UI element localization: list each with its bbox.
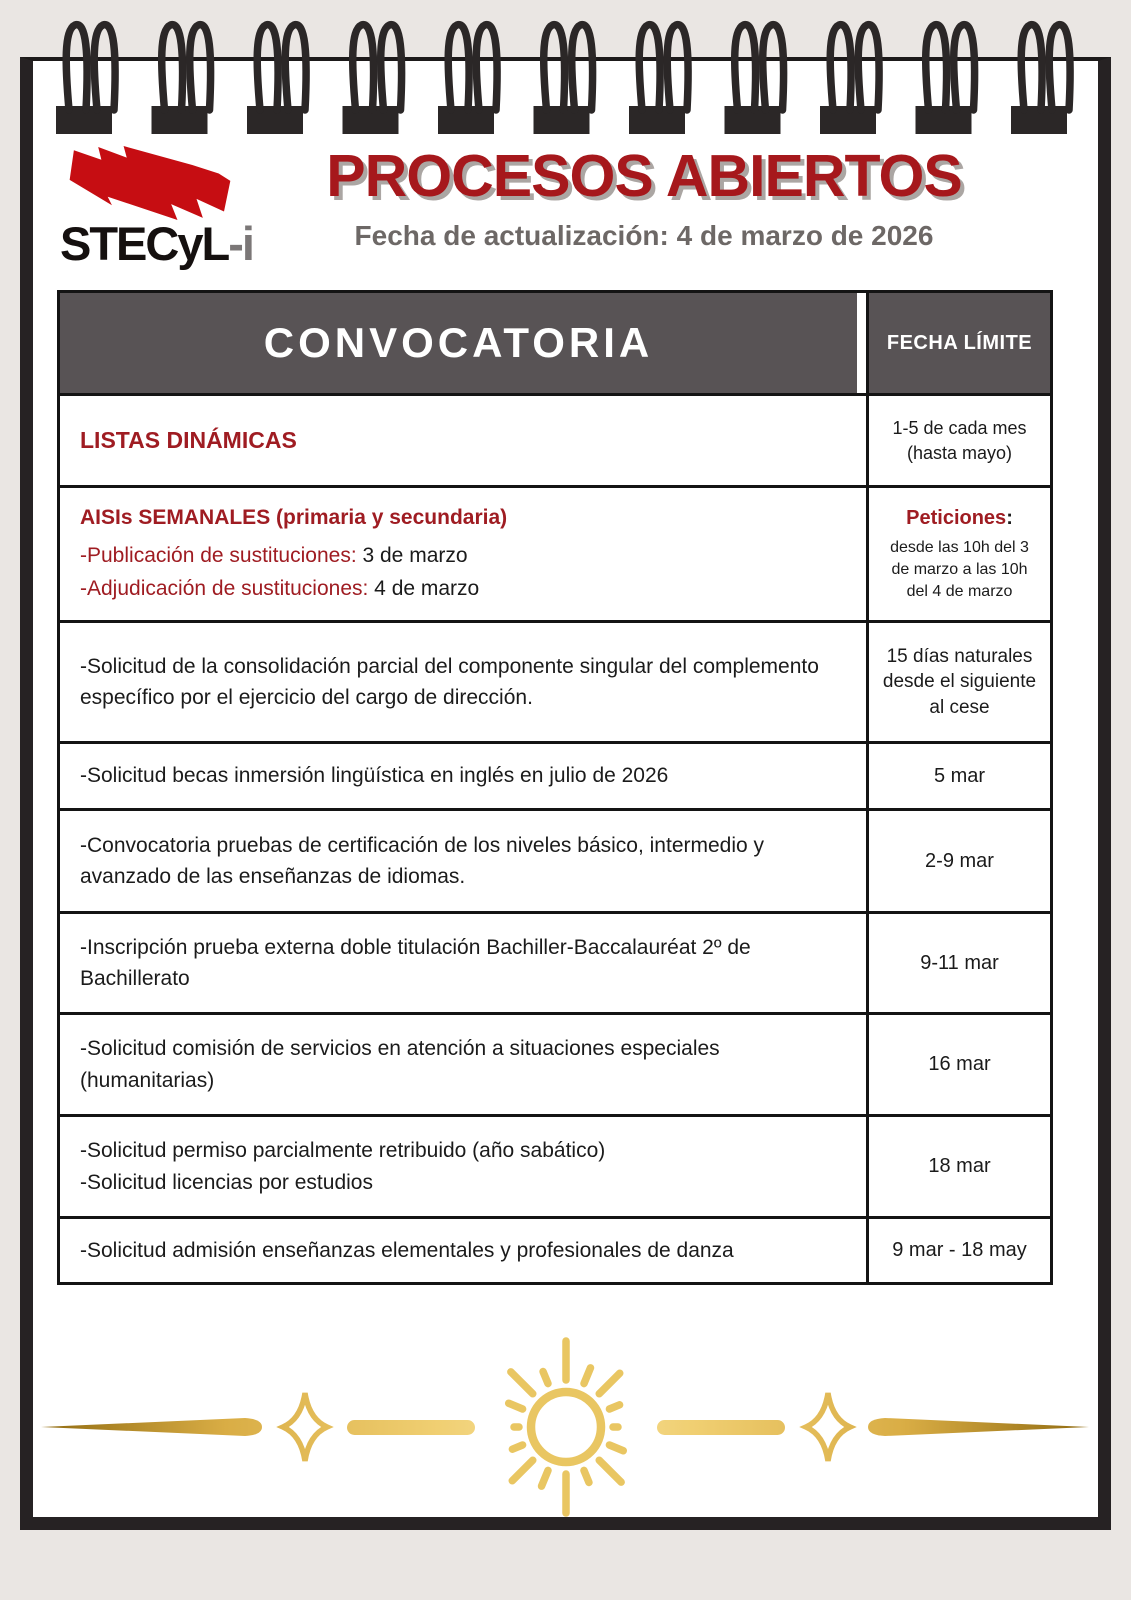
row-title: AISIs SEMANALES (primaria y secundaria) xyxy=(80,505,508,529)
header-block xyxy=(238,143,1050,252)
spiral-coil-icon xyxy=(916,25,975,134)
spiral-coil-icon xyxy=(820,25,879,134)
deadline-cell: 9-11 mar xyxy=(866,914,1050,1012)
header-fecha-limite: FECHA LÍMITE xyxy=(866,293,1050,393)
table-row: -Convocatoria pruebas de certificación de los niveles básico, intermedio y avanzado de las enseñanzas de idiomas. 2-9 mar xyxy=(60,808,1050,911)
update-date-label: Fecha de actualización: 4 de marzo de 2026 xyxy=(354,219,934,251)
deadline-cell: 2-9 mar xyxy=(866,811,1050,911)
deadline-cell: 15 días naturales desde el siguiente al cese xyxy=(866,623,1050,741)
left-line-ornament xyxy=(41,1418,262,1436)
spiral-coil-icon xyxy=(343,25,402,134)
header-convocatoria: CONVOCATORIA xyxy=(60,293,857,393)
deadline-cell: 5 mar xyxy=(866,744,1050,808)
spiral-coil-icon xyxy=(152,25,211,134)
spiral-coil-icon xyxy=(438,25,497,134)
page-title: PROCESOS ABIERTOS xyxy=(326,143,962,209)
row-title: LISTAS DINÁMICAS xyxy=(80,427,297,454)
deadline-cell: 9 mar - 18 may xyxy=(866,1219,1050,1282)
right-bar-ornament xyxy=(657,1420,785,1435)
right-line-ornament xyxy=(868,1418,1089,1436)
sun-icon xyxy=(509,1341,624,1513)
table-row: -Solicitud permiso parcialmente retribuido (año sabático) -Solicitud licencias por estudios 18 mar xyxy=(60,1114,1050,1216)
spiral-coil-icon xyxy=(629,25,688,134)
deadline-cell: 16 mar xyxy=(866,1015,1050,1114)
diamond-ornament-icon xyxy=(283,1393,327,1461)
spiral-coil-icon xyxy=(56,25,115,134)
table-row: -Solicitud de la consolidación parcial del componente singular del complemento específico por el ejercicio del cargo de dirección. 15 días naturales desde el siguiente al cese xyxy=(60,620,1050,741)
table-row: -Inscripción prueba externa doble titulación Bachiller-Baccalauréat 2º de Bachillerato 9-11 mar xyxy=(60,911,1050,1012)
logo-wordmark xyxy=(60,218,253,270)
spiral-coil-icon xyxy=(534,25,593,134)
table-row: -Solicitud admisión enseñanzas elementales y profesionales de danza 9 mar - 18 may xyxy=(60,1216,1050,1282)
table-row: -Solicitud becas inmersión lingüística en inglés en julio de 2026 5 mar xyxy=(60,741,1050,808)
spiral-coil-icon xyxy=(247,25,306,134)
table-header-row xyxy=(60,293,1050,393)
gold-sun-divider xyxy=(35,1335,1095,1520)
table-row: AISIs SEMANALES (primaria y secundaria) -Publicación de sustituciones: 3 de marzo -Adjudicación de sustituciones: 4 de marzo Peticiones: desde las 10h del 3 de marzo a las 10h del 4 de marzo xyxy=(60,485,1050,620)
logo-text-gray: -i xyxy=(228,217,253,270)
left-bar-ornament xyxy=(347,1420,475,1435)
red-flag-logo-icon xyxy=(64,146,236,220)
deadline-cell: 1-5 de cada mes (hasta mayo) xyxy=(866,396,1050,485)
spiral-coil-icon xyxy=(1011,25,1070,134)
spiral-coil-icon xyxy=(725,25,784,134)
table-row xyxy=(60,393,1050,485)
diamond-ornament-icon xyxy=(806,1393,850,1461)
procesos-table xyxy=(57,290,1053,1285)
logo-text-black: STECyL xyxy=(60,217,229,270)
table-row: -Solicitud comisión de servicios en atención a situaciones especiales (humanitarias) 16 mar xyxy=(60,1012,1050,1114)
deadline-cell: 18 mar xyxy=(866,1117,1050,1216)
spiral-binding xyxy=(56,18,1086,136)
deadline-cell: Peticiones: desde las 10h del 3 de marzo a las 10h del 4 de marzo xyxy=(866,488,1050,620)
